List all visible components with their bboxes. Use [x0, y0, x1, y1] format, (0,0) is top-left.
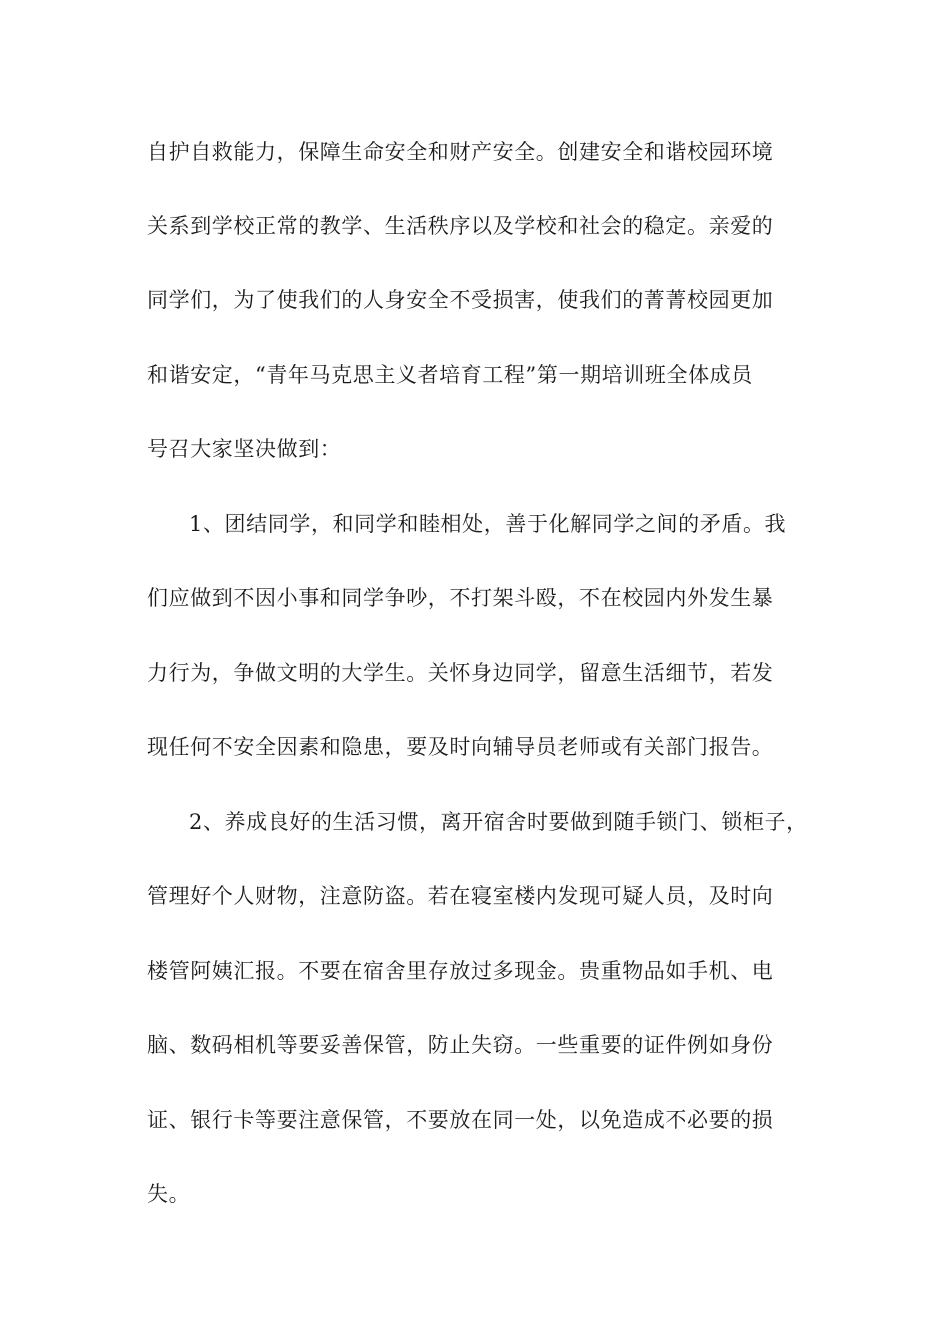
text-line: 现任何不安全因素和隐患，要及时向辅导员老师或有关部门报告。: [147, 735, 774, 759]
text-line: 管理好个人财物，注意防盗。若在寝室楼内发现可疑人员，及时向: [147, 884, 774, 908]
text-line: 证、银行卡等要注意保管，不要放在同一处，以免造成不必要的损: [147, 1108, 774, 1132]
list-item-1-line: 1、团结同学，和同学和睦相处，善于化解同学之间的矛盾。我: [189, 512, 787, 536]
list-item-2-line: 2、养成良好的生活习惯，离开宿舍时要做到随手锁门、锁柜子，: [189, 810, 808, 834]
text-line: 自护自救能力，保障生命安全和财产安全。创建安全和谐校园环境: [147, 140, 774, 164]
text-line: 们应做到不因小事和同学争吵，不打架斗殴，不在校园内外发生暴: [147, 586, 774, 610]
text-line: 失。: [147, 1182, 191, 1206]
text-line: 和谐安定，“青年马克思主义者培育工程”第一期培训班全体成员: [147, 363, 753, 387]
text-line: 脑、数码相机等要妥善保管，防止失窃。一些重要的证件例如身份: [147, 1033, 774, 1057]
text-line: 号召大家坚决做到：: [147, 437, 342, 461]
text-line: 楼管阿姨汇报。不要在宿舍里存放过多现金。贵重物品如手机、电: [147, 959, 774, 983]
text-line: 同学们，为了使我们的人身安全不受损害，使我们的菁菁校园更加: [147, 288, 774, 312]
text-line: 力行为，争做文明的大学生。关怀身边同学，留意生活细节，若发: [147, 661, 774, 685]
text-line: 关系到学校正常的教学、生活秩序以及学校和社会的稳定。亲爱的: [147, 214, 774, 238]
